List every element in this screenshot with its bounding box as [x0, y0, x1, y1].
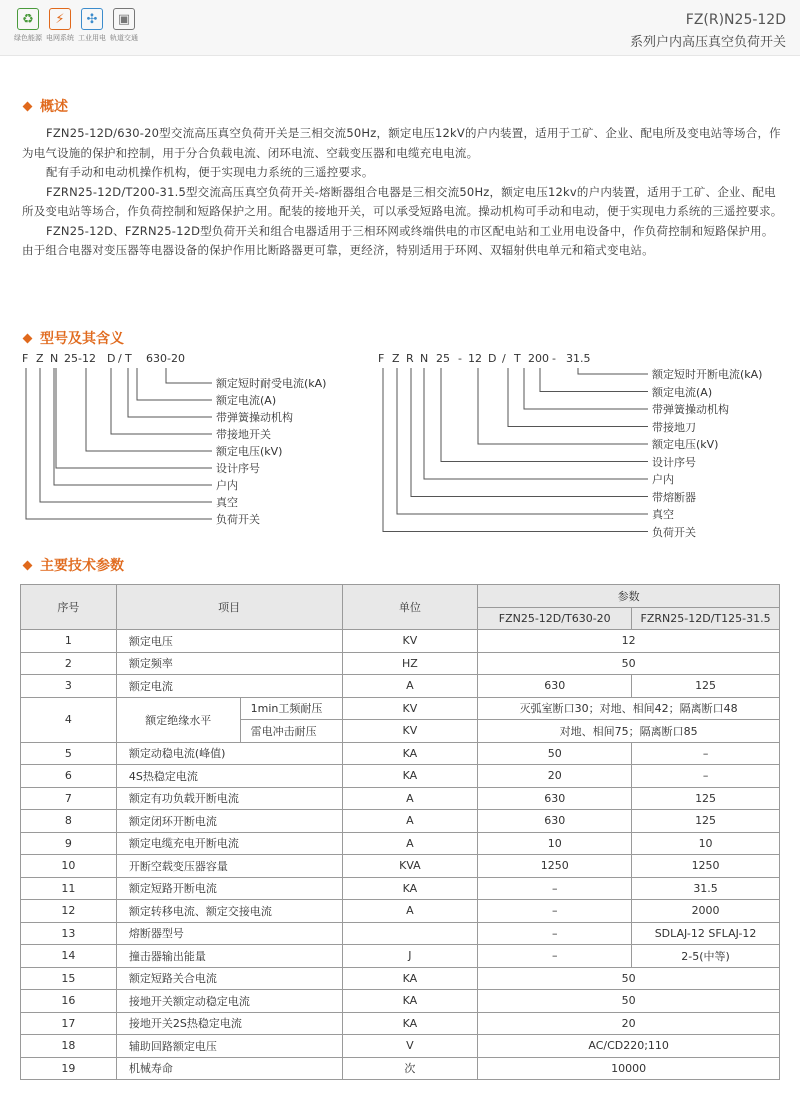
cell-unit: A — [342, 832, 478, 855]
cell-unit: KA — [342, 877, 478, 900]
model-meaning-label: 负荷开关 — [652, 525, 696, 539]
cell-value-2: 2-5(中等) — [632, 945, 780, 968]
params-title: 主要技术参数 — [40, 558, 124, 574]
cell-item: 熔断器型号 — [116, 922, 342, 945]
cell-value-2: 2000 — [632, 900, 780, 923]
cell-no: 15 — [21, 967, 117, 990]
power-grid-icon: ⚡ — [49, 8, 71, 30]
table-row — [21, 832, 780, 855]
cell-unit: A — [342, 810, 478, 833]
model-code-token: 630-20 — [146, 352, 185, 365]
cell-unit: KA — [342, 742, 478, 765]
model-code-token: F — [22, 352, 29, 365]
model-meaning-label: 负荷开关 — [216, 513, 260, 526]
cell-no: 3 — [21, 675, 117, 698]
table-row — [21, 787, 780, 810]
table-row — [21, 945, 780, 968]
cell-unit: KA — [342, 967, 478, 990]
table-row — [21, 1012, 780, 1035]
cell-value-2: 125 — [632, 810, 780, 833]
cell-unit: KV — [342, 720, 478, 743]
cell-item: 开断空载变压器容量 — [116, 855, 342, 878]
table-row — [21, 765, 780, 788]
cell-value-1: 630 — [478, 675, 632, 698]
cell-subitem: 1min工频耐压 — [240, 697, 342, 720]
cell-no: 11 — [21, 877, 117, 900]
cell-item: 辅助回路额定电压 — [116, 1035, 342, 1058]
model-code-token: D — [107, 352, 116, 365]
cell-value-2: 125 — [632, 787, 780, 810]
cell-value-2: 1250 — [632, 855, 780, 878]
wind-turbine-icon: ✣ — [81, 8, 103, 30]
cell-unit: A — [342, 787, 478, 810]
model-code-token: 25-12 — [64, 352, 96, 365]
header-params: 参数 — [478, 585, 780, 608]
model-code-token: / — [502, 352, 506, 365]
cell-unit: KVA — [342, 855, 478, 878]
cell-value-1: 1250 — [478, 855, 632, 878]
header-model-1: FZN25-12D/T630-20 — [478, 607, 632, 630]
cell-value-2: – — [632, 742, 780, 765]
model-meaning-label: 真空 — [652, 508, 674, 521]
cell-no: 2 — [21, 652, 117, 675]
cell-value-1: 630 — [478, 787, 632, 810]
cell-no: 18 — [21, 1035, 117, 1058]
model-code-token: Z — [392, 352, 400, 365]
cell-unit: KA — [342, 990, 478, 1013]
cell-no: 1 — [21, 630, 117, 653]
model-meaning-label: 额定电流(A) — [216, 394, 277, 407]
category-label: 轨道交通 — [110, 34, 138, 42]
cell-value-1: – — [478, 945, 632, 968]
header-item: 项目 — [116, 585, 342, 630]
cell-no: 10 — [21, 855, 117, 878]
cell-unit: HZ — [342, 652, 478, 675]
model-code-token: 200 — [528, 352, 549, 365]
header-no: 序号 — [21, 585, 117, 630]
overview-paragraph: FZRN25-12D/T200-31.5型交流高压真空负荷开关-熔断器组合电器是三相交流50Hz，额定电压12kv的户内装置，适用于工矿、企业、配电所及变电站等场合，作负荷控制和短路保护之用。配装的接地开关，可以承受短路电流。操动机构可手动和电动，便于实现电力系统的三遥控要求。 — [22, 184, 783, 218]
cell-value-1: 20 — [478, 765, 632, 788]
cell-value-merged: 50 — [478, 990, 780, 1013]
cell-value-1: – — [478, 877, 632, 900]
cell-item: 额定电流 — [116, 675, 342, 698]
cell-unit: A — [342, 675, 478, 698]
cell-item: 额定动稳电流(峰值) — [116, 742, 342, 765]
cell-item: 额定有功负载开断电流 — [116, 787, 342, 810]
table-row — [21, 922, 780, 945]
cell-value-2: 31.5 — [632, 877, 780, 900]
cell-item: 接地开关额定动稳定电流 — [116, 990, 342, 1013]
cell-value-2: SDLAJ-12 SFLAJ-12 — [632, 922, 780, 945]
parameters-table — [20, 584, 780, 1080]
cell-no: 16 — [21, 990, 117, 1013]
model-code-token: 31.5 — [566, 352, 591, 365]
model-code-token: N — [420, 352, 429, 365]
table-row — [21, 990, 780, 1013]
cell-unit: KA — [342, 765, 478, 788]
model-meaning-label: 带弹簧操动机构 — [652, 403, 729, 416]
model-code-token: Z — [36, 352, 44, 365]
model-code-token: D — [488, 352, 497, 365]
cell-subitem: 雷电冲击耐压 — [240, 720, 342, 743]
cell-unit: KV — [342, 630, 478, 653]
product-model: FZ(R)N25-12D — [685, 12, 786, 28]
model-meaning-label: 带熔断器 — [652, 490, 696, 504]
cell-value-merged: AC/CD220;110 — [478, 1035, 780, 1058]
train-icon: ▣ — [113, 8, 135, 30]
cell-value-merged: 50 — [478, 652, 780, 675]
diamond-bullet-icon — [23, 560, 33, 570]
cell-value-1: – — [478, 900, 632, 923]
cell-value-merged: 50 — [478, 967, 780, 990]
cell-no: 13 — [21, 922, 117, 945]
cell-no: 6 — [21, 765, 117, 788]
model-meaning-label: 带接地刀 — [652, 420, 696, 434]
cell-value-merged: 对地、相间75；隔离断口85 — [478, 720, 780, 743]
model-code-token: F — [378, 352, 385, 365]
model-meaning-label: 户内 — [216, 479, 238, 492]
cell-item: 额定短路关合电流 — [116, 967, 342, 990]
model-code-token: - — [552, 352, 556, 365]
cell-value-merged: 20 — [478, 1012, 780, 1035]
header-unit: 单位 — [342, 585, 478, 630]
cell-item: 额定绝缘水平 — [116, 697, 240, 742]
model-code-token: 25 — [436, 352, 450, 365]
cell-no: 5 — [21, 742, 117, 765]
cell-item: 额定电缆充电开断电流 — [116, 832, 342, 855]
table-row — [21, 1057, 780, 1080]
cell-item: 额定闭环开断电流 — [116, 810, 342, 833]
cell-unit: A — [342, 900, 478, 923]
product-series: 系列户内高压真空负荷开关 — [629, 35, 786, 50]
model-meaning-label: 额定电压(kV) — [652, 438, 719, 451]
params-heading — [24, 555, 124, 575]
table-row — [21, 900, 780, 923]
overview-paragraph: FZN25-12D、FZRN25-12D型负荷开关和组合电器适用于三相环网或终端供电的市区配电站和工业用电设备中，作负荷控制和短路保护用。由于组合电器对变压器等电器设备的保护作用比断路器更可靠，更经济，特别适用于环网、双辐射供电单元和箱式变电站。 — [22, 223, 774, 257]
model-meaning-label: 额定电压(kV) — [216, 445, 283, 458]
header-model-2: FZRN25-12D/T125-31.5 — [632, 607, 780, 630]
cell-unit: KA — [342, 1012, 478, 1035]
table-row — [21, 855, 780, 878]
cell-item: 4S热稳定电流 — [116, 765, 342, 788]
model-meaning-label: 设计序号 — [652, 455, 696, 469]
overview-paragraph: FZN25-12D/630-20型交流高压真空负荷开关是三相交流50Hz，额定电压12kV的户内装置，适用于工矿、企业、配电所及变电站等场合，作为电气设施的保护和控制，用于分合负载电流、闭环电流、空载变压器和电缆充电电流。 — [22, 126, 781, 160]
cell-no: 9 — [21, 832, 117, 855]
table-row — [21, 652, 780, 675]
cell-item: 接地开关2S热稳定电流 — [116, 1012, 342, 1035]
table-row — [21, 630, 780, 653]
model-code-token: / — [118, 352, 122, 365]
model-code-token: - — [458, 352, 462, 365]
cell-no: 4 — [21, 697, 117, 742]
cell-value-2: – — [632, 765, 780, 788]
category-label: 工业用电 — [78, 34, 106, 42]
table-row — [21, 877, 780, 900]
model-meaning-label: 真空 — [216, 496, 238, 509]
model-code-token: 12 — [468, 352, 482, 365]
cell-no: 12 — [21, 900, 117, 923]
table-row — [21, 810, 780, 833]
model-meaning-label: 额定短时开断电流(kA) — [652, 368, 763, 381]
table-row — [21, 697, 780, 720]
cell-item: 机械寿命 — [116, 1057, 342, 1080]
model-meaning-label: 带接地开关 — [216, 428, 271, 441]
cell-unit — [342, 922, 478, 945]
cell-unit: J — [342, 945, 478, 968]
cell-unit: V — [342, 1035, 478, 1058]
model-meaning-label: 带弹簧操动机构 — [216, 411, 293, 424]
cell-value-merged: 12 — [478, 630, 780, 653]
cell-item: 额定短路开断电流 — [116, 877, 342, 900]
model-title: 型号及其含义 — [40, 331, 124, 347]
cell-unit: 次 — [342, 1057, 478, 1080]
table-row — [21, 1035, 780, 1058]
cell-unit: KV — [342, 697, 478, 720]
cell-value-1: 630 — [478, 810, 632, 833]
category-label: 绿色能源 — [14, 34, 42, 42]
model-meaning-label: 设计序号 — [216, 462, 260, 475]
table-row — [21, 675, 780, 698]
table-row — [21, 967, 780, 990]
model-code-token: N — [50, 352, 59, 365]
model-meaning-label: 户内 — [652, 473, 674, 486]
model-code-token: T — [514, 352, 521, 365]
cell-no: 7 — [21, 787, 117, 810]
model-meaning-label: 额定短时耐受电流(kA) — [216, 377, 327, 390]
cell-item: 额定频率 — [116, 652, 342, 675]
cell-item: 撞击器输出能量 — [116, 945, 342, 968]
model-meaning-label: 额定电流(A) — [652, 385, 713, 399]
category-label: 电网系统 — [46, 34, 74, 42]
cell-value-merged: 10000 — [478, 1057, 780, 1080]
cell-no: 19 — [21, 1057, 117, 1080]
cell-no: 8 — [21, 810, 117, 833]
cell-value-2: 10 — [632, 832, 780, 855]
model-code-token: R — [406, 352, 414, 365]
cell-value-1: – — [478, 922, 632, 945]
cell-no: 17 — [21, 1012, 117, 1035]
cell-item: 额定转移电流、额定交接电流 — [116, 900, 342, 923]
overview-title: 概述 — [40, 99, 68, 115]
model-code-token: T — [125, 352, 132, 365]
cell-value-1: 10 — [478, 832, 632, 855]
cell-no: 14 — [21, 945, 117, 968]
cell-item: 额定电压 — [116, 630, 342, 653]
cell-value-2: 125 — [632, 675, 780, 698]
overview-paragraph: 配有手动和电动机操作机构，便于实现电力系统的三遥控要求。 — [46, 165, 374, 179]
cell-value-1: 50 — [478, 742, 632, 765]
table-row — [21, 742, 780, 765]
cell-value-merged: 灭弧室断口30；对地、相间42；隔离断口48 — [478, 697, 780, 720]
green-energy-icon: ♻ — [17, 8, 39, 30]
